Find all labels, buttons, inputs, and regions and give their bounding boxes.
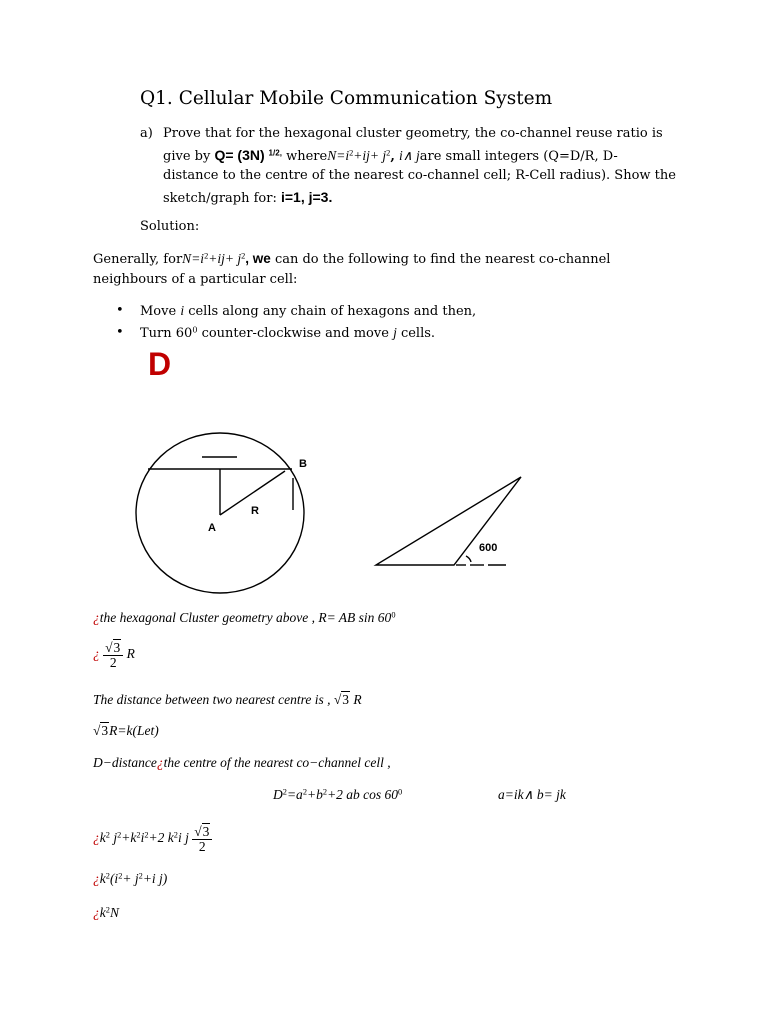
step-1-post: cells along any chain of hexagons and then, [184, 304, 477, 319]
line1-sup: 0 [391, 610, 396, 620]
intro-line2: neighbours of a particular cell: [93, 272, 298, 287]
part-a-line1: Prove that for the hexagonal cluster geometry, the co-channel reuse ratio is [163, 126, 663, 141]
bullet-2: • [116, 325, 124, 340]
intro-post: can do the following to find the nearest co-channel [270, 252, 611, 267]
line4-radicand: 3 [101, 723, 109, 738]
intro-we: , we [245, 251, 271, 266]
line3-text: The distance between two nearest centre is , [93, 692, 331, 707]
ij-expression: i∧ j [399, 148, 420, 163]
line7-denominator: 2 [198, 839, 206, 854]
marker: ¿ [93, 646, 100, 662]
intro-n-var: N [182, 251, 192, 266]
n-tail: , [390, 149, 395, 164]
part-a-line3: distance to the centre of the nearest co-channel cell; R-Cell radius). Show the [163, 168, 676, 183]
formula-q-exponent: 1/2, [268, 148, 282, 158]
part-a-label: a) [140, 126, 153, 141]
derivation-line-7: ¿$k^2$ $j^2+k^2i^2+2$ $k^2i$ j $\frac{√3}{2}$ [93, 824, 212, 854]
r-var: R [126, 646, 135, 662]
denominator: 2 [109, 655, 117, 670]
eq-tail-sup: 0 [398, 787, 403, 797]
marker: ¿ [156, 755, 164, 770]
n-eq: =i [336, 148, 350, 163]
derivation-line-2 [93, 640, 135, 670]
point-r-label: R [251, 505, 259, 517]
formula-q: Q= (3N) [214, 147, 269, 163]
sqrt3-over-2-b: $\frac{√3}{2}$ [192, 824, 212, 854]
sketch-label-d: D [148, 346, 172, 382]
equation-d-squared: $D^2=a^2+b^2+2$ ab $\cos 60^0$ [273, 787, 403, 802]
line9-k: k [99, 905, 106, 920]
derivation-line-8: ¿$k^2(i^2+ j^2+i$ j) [93, 871, 168, 886]
line3-radicand: 3 [342, 692, 349, 707]
derivation-line-4: √3R=k(Let) [93, 723, 159, 738]
step-2-var: j [393, 325, 397, 340]
intro-n-eq: =i [191, 251, 205, 266]
point-b-label: B [299, 458, 307, 470]
equation-a-b: a=ik∧ b= jk [498, 787, 566, 802]
angle-arc [466, 556, 471, 562]
triangle [376, 477, 521, 565]
n-mid: +ij+ j [353, 148, 387, 163]
marker: ¿ [93, 610, 100, 625]
where-word: where [281, 149, 328, 164]
eq-b: +b [307, 787, 323, 802]
point-a-label: A [208, 522, 216, 534]
sqrt3-over-2: $\frac{√3}{2}$ [103, 640, 123, 670]
derivation-line-5 [93, 755, 391, 771]
eq-a: =a [286, 787, 303, 802]
step-1-pre: Move [140, 304, 181, 319]
eq-tail: +2 ab cos 60 [327, 787, 399, 802]
angle-label: 600 [479, 542, 498, 554]
line2-post: are small integers (Q=D/R, D- [419, 149, 618, 164]
line1-text: the hexagonal Cluster geometry above , R= AB sin 60 [99, 610, 392, 625]
line2-pre: give by [163, 149, 215, 164]
n-formula: $N=i^2+ij+ j^2$ [327, 148, 391, 163]
derivation-line-3: The distance between two nearest centre is , √3 R [93, 692, 362, 707]
i-j-values: i=1, j=3. [280, 189, 333, 205]
line3-tail: R [353, 692, 362, 707]
eq-d: D [273, 787, 283, 802]
intro-n-mid: +ij+ j [208, 251, 242, 266]
step-1-var: i [180, 303, 185, 318]
derivation-line-1 [93, 610, 396, 626]
marker: ¿ [93, 905, 100, 920]
line5-post: the centre of the nearest co−channel cell , [163, 755, 391, 770]
line8-k: k [99, 871, 106, 886]
step-2-post: counter-clockwise and move [197, 326, 394, 341]
solution-label: Solution: [140, 219, 200, 234]
line4-tail: R=k(Let) [109, 723, 159, 738]
sqrt-radicand: 3 [113, 640, 121, 655]
step-2-pre: Turn 60 [140, 326, 193, 341]
question-title: Q1. Cellular Mobile Communication System [140, 88, 553, 109]
line5-pre: D−distance [93, 755, 157, 770]
n-var: N [327, 148, 337, 163]
marker: ¿ [93, 830, 100, 846]
marker: ¿ [93, 871, 100, 886]
line4-pre: sketch/graph for: [163, 191, 281, 206]
step-2-post2: cells. [396, 326, 436, 341]
line7-k: k [99, 830, 106, 846]
line7-radicand: 3 [202, 824, 210, 839]
bullet-1: • [116, 303, 124, 318]
derivation-line-9: ¿$k^2N$ [93, 905, 119, 920]
step-2-sup: 0 [192, 325, 198, 335]
intro-pre: Generally, for [93, 252, 183, 267]
intro-n-formula: $N=i^2+ij+ j^2$ [182, 251, 246, 266]
